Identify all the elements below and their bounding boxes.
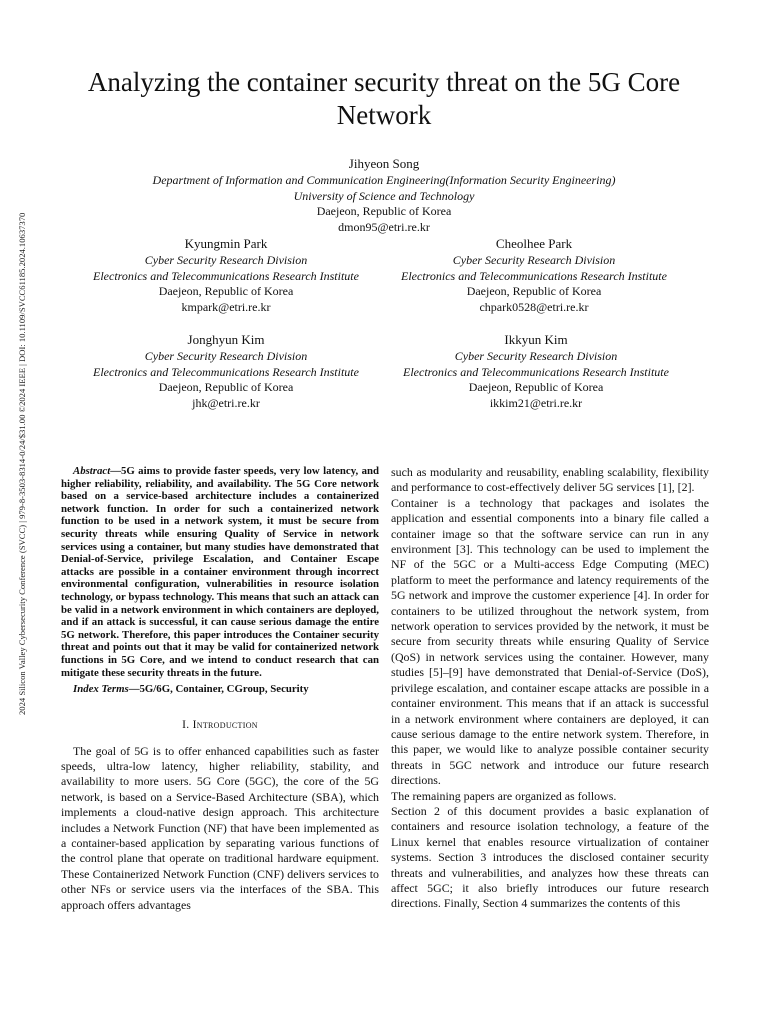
abstract-lead: Abstract (73, 465, 111, 477)
left-column (61, 465, 379, 913)
abstract (61, 465, 379, 679)
author-name: Cheolhee Park (495, 236, 573, 251)
right-column (391, 465, 709, 912)
author-kyungmin-park (74, 235, 378, 315)
author-department: Department of Information and Communication Engineering(Information Security Engineering) (152, 173, 616, 187)
author-organization: Electronics and Telecommunications Research Institute (403, 364, 669, 379)
section-title: Introduction (192, 719, 258, 732)
author-division: Cyber Security Research Division (144, 253, 308, 267)
author-division: Cyber Security Research Division (452, 253, 616, 267)
author-location: Daejeon, Republic of Korea (158, 380, 294, 395)
author-email: jhk@etri.re.kr (192, 395, 260, 410)
author-organization: Electronics and Telecommunications Research Institute (93, 364, 359, 379)
paper-title: Analyzing the container security threat on the 5G Core Network (87, 67, 681, 130)
author-university: University of Science and Technology (293, 188, 475, 203)
intro-paragraph: The goal of 5G is to offer enhanced capabilities such as faster speeds, ultra-low latency, higher reliability, stability, and availability to more users. 5G Core (5GC), the core of the 5G network, is based on a Service-Based Architecture (SBA), which implements a cloud-native design approach. This architecture includes a Network Function (NF) that have been implemented as a container-based application by separating various functions of the control plane that operate on traditional hardware equipment. These Containerized Network Function (CNF) delivers services to other NFs or service users via the interfaces of the SBA. This approach offers advantages (61, 743, 379, 912)
body-paragraph: Container is a technology that packages and isolates the application and essential components into a binary file called a container image so that the software service can run in any environment [3]. This technology can be used to implement the NF of the 5GC or a Multi-access Edge Computing (MEC) platform to meet the performance and latency requirements of the 5G network and improve the customer experience [4]. In order for containers to be utilized throughout the network system, from network operation to services provided by the network, it must be secure from security threats while ensuring Quality of Service (QoS) in network services using the container. However, many studies [5]–[9] have demonstrated that Denial-of-Service (DoS), privilege escalation, and container escape attacks are possible in a container environment. This means that if an attack is successful in a network environment where containers are deployed, it can cause serious damage to the entire network system. Therefore, in this paper, we would like to analyze possible container security threats in 5GC network and introduce our future research directions. (391, 495, 709, 788)
author-email: kmpark@etri.re.kr (181, 299, 271, 314)
author-name: Kyungmin Park (184, 236, 268, 251)
doi-sidebar: 2024 Silicon Valley Cybersecurity Conference (SVCC) | 979-8-3503-8314-0/24/$31.00 ©2024 IEEE | DOI: 10.1109/SVCC61185.2024.10637370 (17, 212, 27, 715)
author-email: ikkim21@etri.re.kr (489, 395, 583, 410)
author-name: Jonghyun Kim (187, 332, 265, 347)
author-email: chpark0528@etri.re.kr (479, 299, 589, 314)
body-paragraph: such as modularity and reusability, enabling scalability, flexibility and performance to cost-effectively deliver 5G services [1], [2]. (391, 465, 709, 495)
section-number: I. (182, 719, 190, 732)
author-primary (60, 155, 708, 235)
author-email: dmon95@etri.re.kr (338, 219, 430, 234)
author-organization: Electronics and Telecommunications Research Institute (401, 268, 667, 283)
index-terms-lead: Index Terms (73, 683, 129, 696)
author-cheolhee-park (382, 235, 686, 315)
author-ikkyun-kim (384, 331, 688, 411)
author-location: Daejeon, Republic of Korea (468, 380, 604, 395)
author-location: Daejeon, Republic of Korea (466, 284, 602, 299)
author-division: Cyber Security Research Division (454, 349, 618, 363)
author-organization: Electronics and Telecommunications Research Institute (93, 268, 359, 283)
index-terms (61, 683, 379, 696)
author-name: Ikkyun Kim (504, 332, 568, 347)
index-terms-text: —5G/6G, Container, CGroup, Security (128, 683, 309, 696)
author-location: Daejeon, Republic of Korea (316, 204, 452, 219)
body-paragraph: Section 2 of this document provides a basic explanation of containers and resource isolation technology, a feature of the Linux kernel that enables resource virtualization of container systems. Section 3 introduces the disclosed container security threats and vulnerabilities, and analyzes how these threats can affect 5GC; it also briefly introduces our future research directions. Finally, Section 4 summarizes the contents of this (391, 803, 709, 911)
section-heading-introduction (61, 718, 379, 733)
body-paragraph: The remaining papers are organized as follows. (391, 788, 617, 803)
author-division: Cyber Security Research Division (144, 349, 308, 363)
author-location: Daejeon, Republic of Korea (158, 284, 294, 299)
author-jonghyun-kim (74, 331, 378, 411)
abstract-text: —5G aims to provide faster speeds, very low latency, and higher reliability, reliability, and availability. The 5G Core network based on a service-based architecture includes a containerized network function. In order for such a containerized network function to be used in a network system, it must be secure from security threats while ensuring Quality of Service in network services using a container, but many studies have demonstrated that Denial-of-Service, privilege Escalation, and Container Escape attacks are possible in a container environment through incorrect environmental configuration, vulnerabilities in resource isolation technology, or bypass technology. This means that such an attack can be valid in a network environment in which containers are deployed, and if an attack is successful, it can cause serious damage the entire 5G network. Therefore, this paper introduces the Container security threat and points out that it may be valid for containerized network functions in 5G Core, and we intend to conduct research that can mitigate these security threats in the future. (61, 465, 379, 679)
author-name: Jihyeon Song (348, 156, 420, 171)
